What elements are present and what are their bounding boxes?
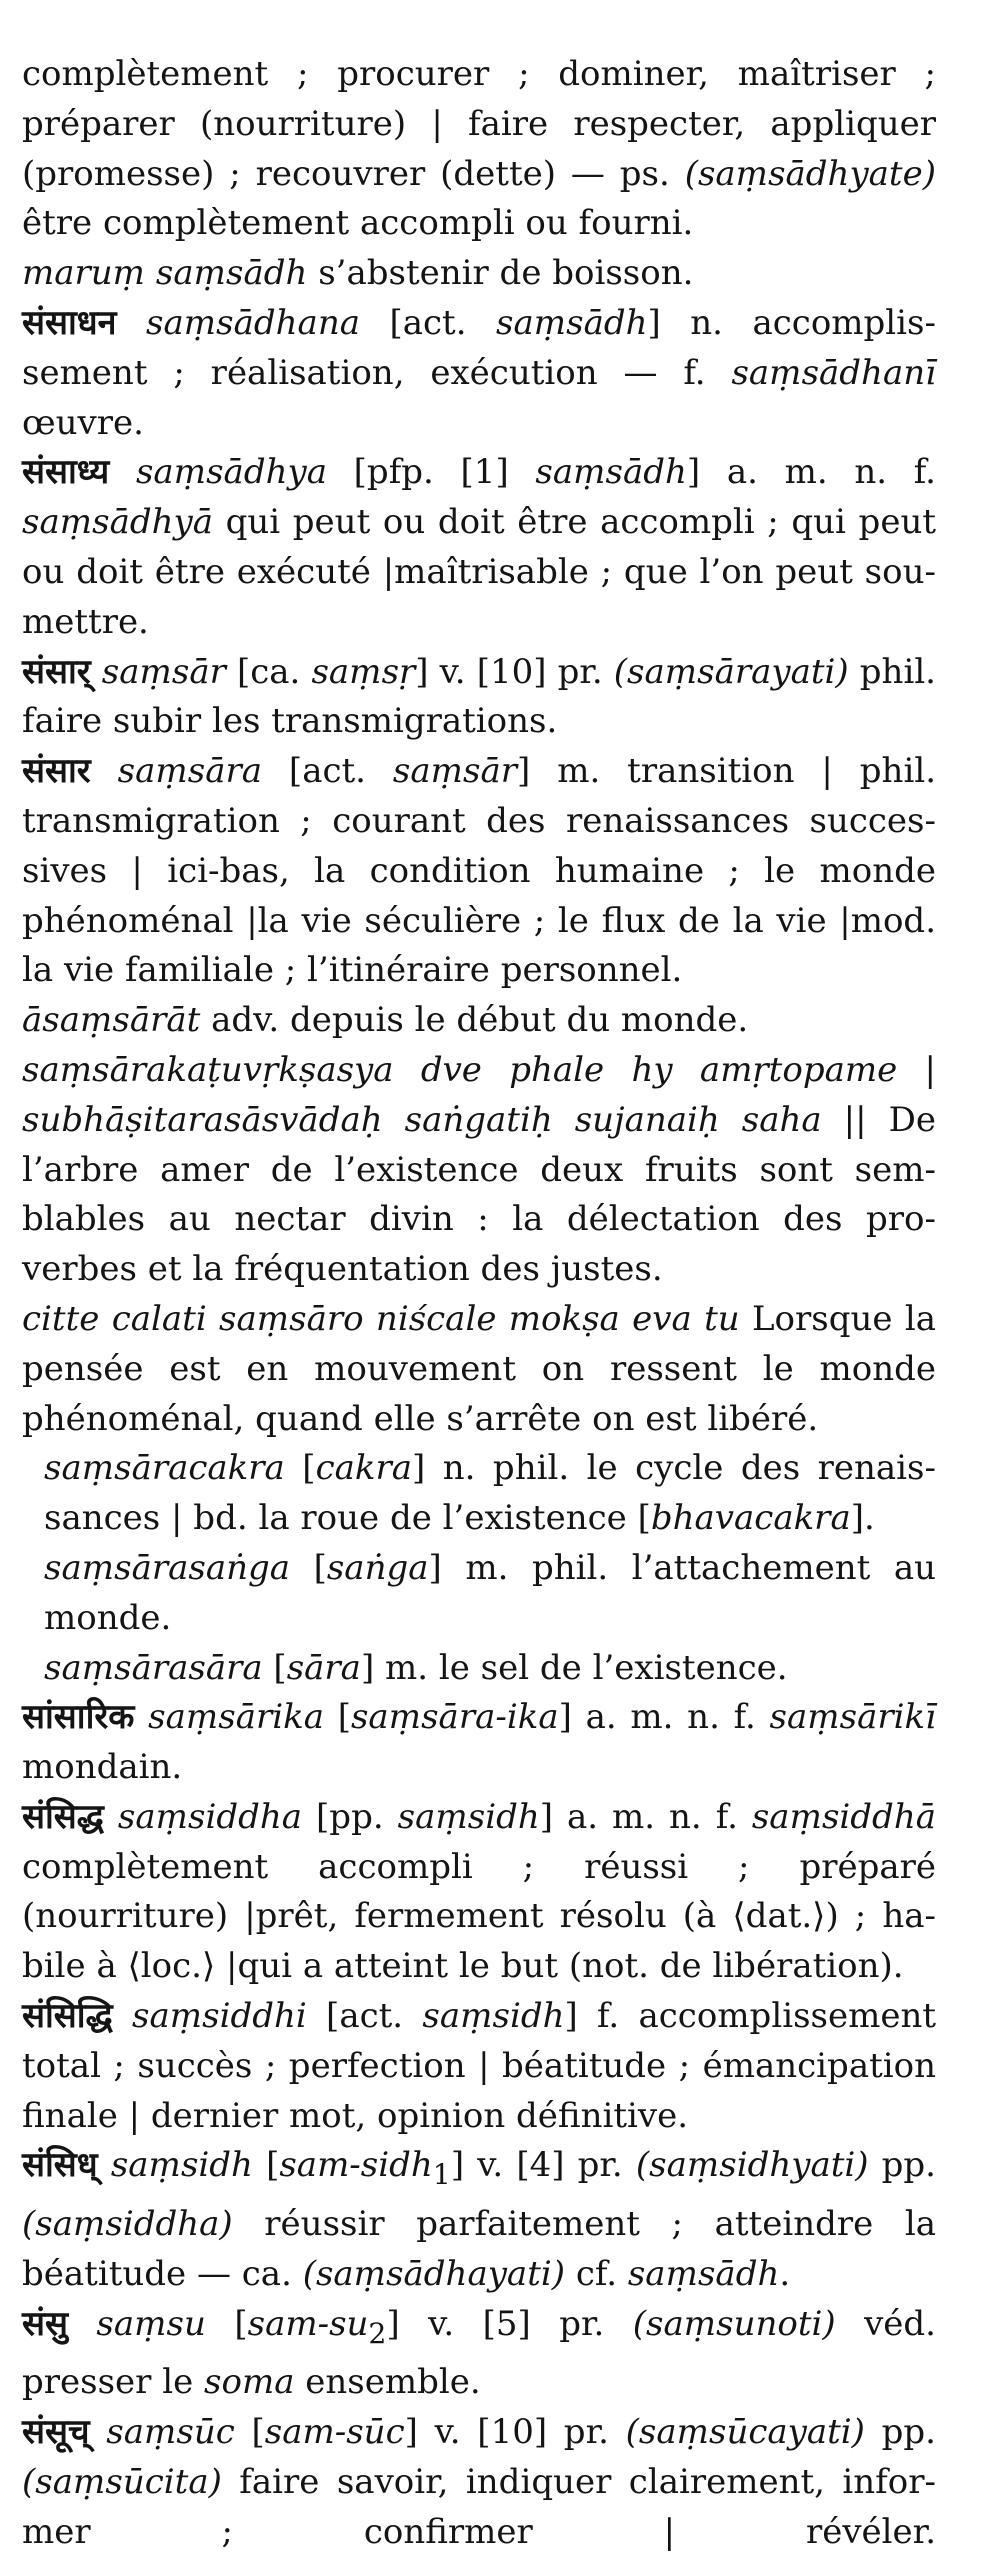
- example-phrase: maruṃ saṃsādh s’abstenir de boisson.: [22, 253, 694, 294]
- dictionary-entry-samsiddha: संसिद्ध saṃsiddha [pp. saṃsidh] a. m. n. f. saṃsiddhā complètement accompli ; réussi ; préparé (nourriture) |prêt, fermement résolu (à ⟨dat.⟩) ; habile à ⟨loc.⟩ |qui a atteint le but (not. de libération).: [22, 1796, 936, 1987]
- example-phrase: āsaṃsārāt adv. depuis le début du monde.: [22, 1000, 749, 1041]
- dictionary-entry-samsadhya: संसाध्य saṃsādhya [pfp. [1] saṃsādh] a. m. n. f. saṃsādhyā qui peut ou doit être accompli ; qui peut ou doit être exécuté |maîtrisable ; que l’on peut soumettre.: [22, 452, 936, 642]
- devanagari-headword: संसिध्: [22, 2145, 98, 2186]
- devanagari-headword: सांसारिक: [22, 1697, 135, 1738]
- dictionary-entry-continuation: complètement ; procurer ; dominer, maîtriser ; préparer (nourriture) | faire respecter, appliquer (promesse) ; recouvrer (dette) — ps. (saṃsādhyate) être complètement accompli ou fourni.: [22, 54, 936, 244]
- devanagari-headword: संसार: [22, 751, 91, 792]
- dictionary-entry-samsara: संसार saṃsāra [act. saṃsār] m. transition | phil. transmigration ; courant des renaissances successives | ici-bas, la condition humaine ; le monde phénoménal |la vie séculière ; le flux de la vie |mod. la vie familiale ; l’itinéraire personnel.: [22, 751, 937, 991]
- devanagari-headword: संसिद्ध: [22, 1796, 104, 1837]
- compound-entry: saṃsārasaṅga [saṅga] m. phil. l’attachement au monde.: [44, 1547, 936, 1638]
- devanagari-headword: संसाध्य: [22, 452, 110, 493]
- devanagari-headword: संसार्: [22, 651, 91, 692]
- dictionary-entry-samsidh: संसिध् saṃsidh [sam-sidh$_1$] v. [4] pr. (saṃsidhyati) pp. (saṃsiddha) réussir parfaitement ; atteindre la béatitude — ca. (saṃsādhayati) cf. saṃsādh.: [22, 2145, 936, 2294]
- devanagari-headword: संसूच्: [22, 2412, 90, 2453]
- dictionary-entry-samsadhana: संसाधन saṃsādhana [act. saṃsādh] n. accomplissement ; réalisation, exécution — f. saṃsādhanī œuvre.: [22, 302, 936, 443]
- devanagari-headword: संसिद्धि: [22, 1996, 113, 2037]
- devanagari-headword: संसाधन: [22, 302, 117, 343]
- dictionary-entry-samsuc: संसूच् saṃsūc [sam-sūc] v. [10] pr. (saṃsūcayati) pp. (saṃsūcita) faire savoir, indiquer clairement, informer ; confirmer | révéler.: [22, 2412, 936, 2552]
- dictionary-entry-samsiddhi: संसिद्धि saṃsiddhi [act. saṃsidh] f. accomplissement total ; succès ; perfection | béatitude ; émancipation finale | dernier mot, opinion définitive.: [22, 1996, 937, 2136]
- compound-entry: saṃsāracakra [cakra] n. phil. le cycle des renaissances | bd. la roue de l’existence [bhavacakra].: [44, 1448, 937, 1539]
- compound-entry: saṃsārasāra [sāra] m. le sel de l’existence.: [44, 1647, 788, 1688]
- quotation: citte calati saṃsāro niścale mokṣa eva tu Lorsque la pensée est en mouvement on ressent le monde phénoménal, quand elle s’arrête on est libéré.: [22, 1298, 936, 1439]
- dictionary-entry-samsarika: सांसारिक saṃsārika [saṃsāra-ika] a. m. n. f. saṃsārikī mondain.: [22, 1697, 936, 1788]
- devanagari-headword: संसु: [22, 2303, 68, 2344]
- dictionary-entry-samsar-verb: संसार् saṃsār [ca. saṃsṛ] v. [10] pr. (saṃsārayati) phil. faire subir les transmigrations.: [22, 651, 936, 742]
- quotation: saṃsārakaṭuvṛkṣasya dve phale hy amṛtopame | subhāṣitarasāsvādaḥ saṅgatiḥ sujanaiḥ saha || De l’arbre amer de l’existence deux fruits sont semblables au nectar divin : la délectation des proverbes et la fréquentation des justes.: [22, 1049, 936, 1290]
- dictionary-entry-samsu: संसु saṃsu $[sam-su_2]$ v. [5] pr. (saṃsunoti) véd. presser le soma ensemble.: [22, 2303, 936, 2403]
